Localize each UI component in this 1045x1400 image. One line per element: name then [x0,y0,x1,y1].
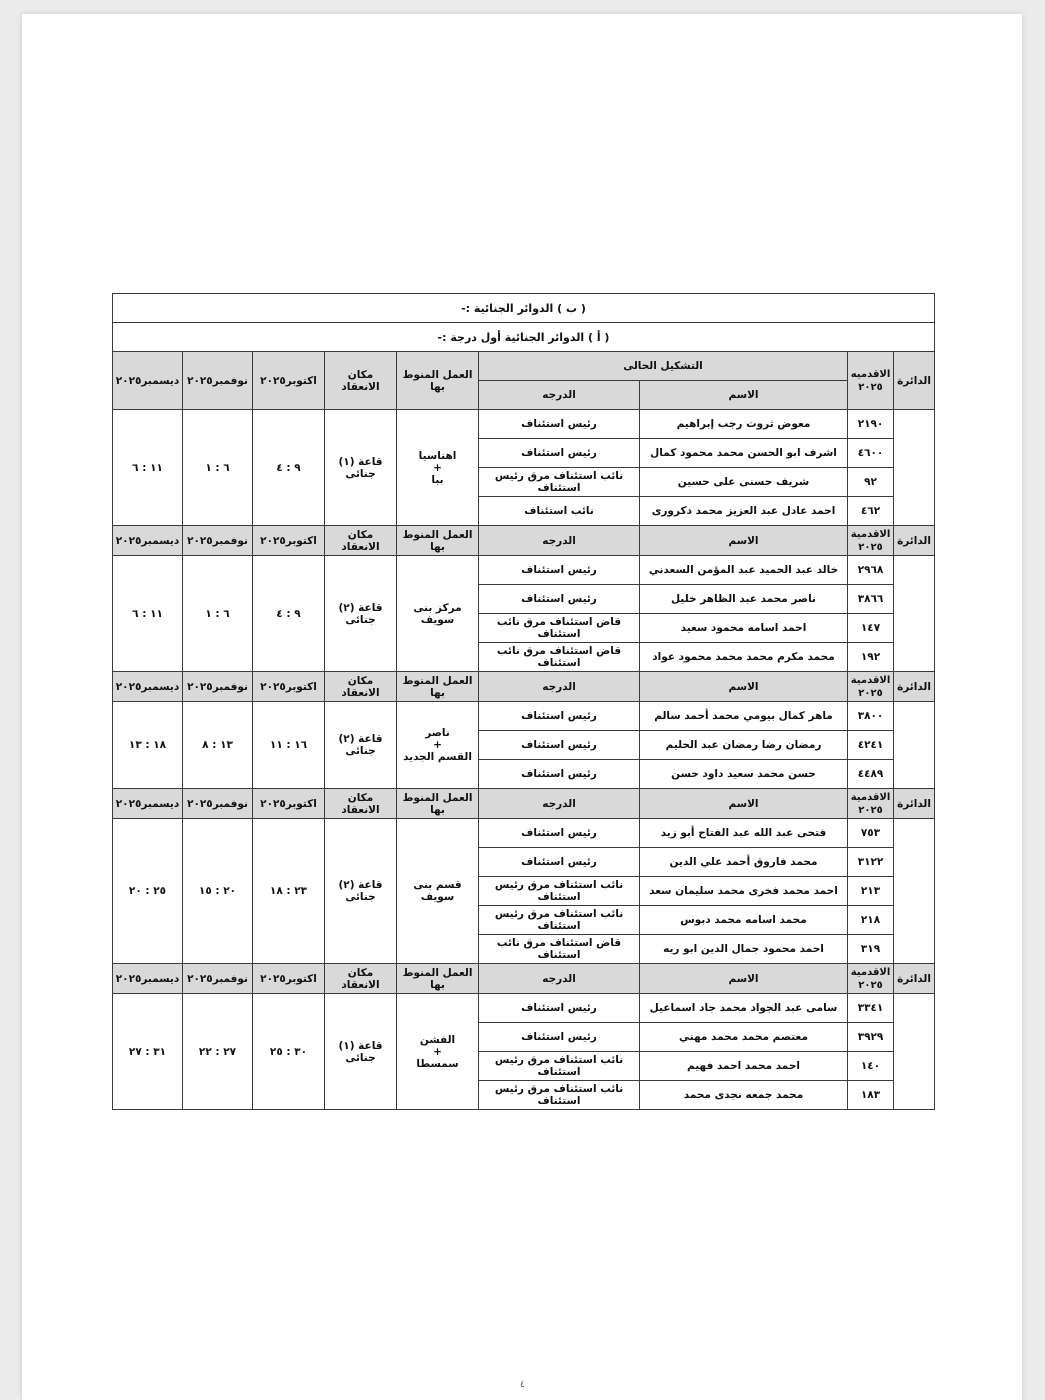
assigned-work: ناصر + القسم الجديد [397,702,479,789]
member-rank: رئيس استئناف [479,994,640,1023]
header-circuit: الدائرة [894,352,935,410]
header-oct: اكتوبر٢٠٢٥ [253,526,325,556]
member-rank: نائب استئناف مرق رئيس استئناف [479,1052,640,1081]
dec-schedule: ٢٥ : ٢٠ [113,819,183,964]
circuit-header-row [113,789,935,819]
member-seniority: ٤٦٠٠ [848,439,894,468]
section-title: ( ب ) الدوائر الجنائية :- [113,294,935,323]
member-name: احمد عادل عبد العزيز محمد دكرورى [640,497,848,526]
member-seniority: ١٤٧ [848,614,894,643]
venue: قاعة (٢) جنائى [325,702,397,789]
header-nov: نوفمبر٢٠٢٥ [183,526,253,556]
header-seniority: الاقدمية ٢٠٢٥ [848,964,894,994]
dec-schedule: ١١ : ٦ [113,410,183,526]
circuit-name [894,994,935,1110]
header-oct: اكتوبر٢٠٢٥ [253,352,325,410]
member-seniority: ١٤٠ [848,1052,894,1081]
member-name: خالد عبد الحميد عبد المؤمن السعدني [640,556,848,585]
circuit-name [894,819,935,964]
document-page [22,14,1022,1400]
nov-schedule: ٢٧ : ٢٢ [183,994,253,1110]
header-name: الاسم [640,526,848,556]
member-seniority: ٣٨٠٠ [848,702,894,731]
assigned-work: الفشن + سمسطا [397,994,479,1110]
header-dec: ديسمبر٢٠٢٥ [113,526,183,556]
member-name: احمد محمد فخرى محمد سليمان سعد [640,877,848,906]
member-seniority: ٣٣٤١ [848,994,894,1023]
member-rank: قاض استئناف مرق نائب استئناف [479,614,640,643]
member-seniority: ٢١٩٠ [848,410,894,439]
oct-schedule: ٩ : ٤ [253,410,325,526]
member-rank: رئيس استئناف [479,1023,640,1052]
member-name: ناصر محمد عبد الظاهر خليل [640,585,848,614]
member-name: محمد فاروق أحمد علي الدين [640,848,848,877]
member-name: ماهر كمال بيومي محمد أحمد سالم [640,702,848,731]
member-rank: نائب استئناف مرق رئيس استئناف [479,877,640,906]
member-name: حسن محمد سعيد داود حسن [640,760,848,789]
member-seniority: ٢٩٦٨ [848,556,894,585]
assigned-work: قسم بنى سويف [397,819,479,964]
member-rank: رئيس استئناف [479,848,640,877]
member-name: اشرف ابو الحسن محمد محمود كمال [640,439,848,468]
header-oct: اكتوبر٢٠٢٥ [253,789,325,819]
circuit-name [894,702,935,789]
header-seniority: الاقدمية ٢٠٢٥ [848,789,894,819]
member-rank: نائب استئناف مرق رئيس استئناف [479,468,640,497]
header-oct: اكتوبر٢٠٢٥ [253,964,325,994]
header-seniority: الاقدميه ٢٠٢٥ [848,352,894,410]
page-number: ٤ [520,1380,525,1390]
member-rank: رئيس استئناف [479,439,640,468]
member-rank: رئيس استئناف [479,410,640,439]
header-seniority: الاقدمية ٢٠٢٥ [848,672,894,702]
header-current-formation: التشكيل الحالى [479,352,848,381]
venue: قاعة (١) جنائى [325,994,397,1110]
header-dec: ديسمبر٢٠٢٥ [113,789,183,819]
header-nov: نوفمبر٢٠٢٥ [183,352,253,410]
header-venue: مكان الانعقاد [325,964,397,994]
header-dec: ديسمبر٢٠٢٥ [113,672,183,702]
member-seniority: ٣٨٦٦ [848,585,894,614]
member-seniority: ٧٥٣ [848,819,894,848]
member-seniority: ١٨٣ [848,1081,894,1110]
member-rank: رئيس استئناف [479,760,640,789]
member-rank: رئيس استئناف [479,556,640,585]
dec-schedule: ١٨ : ١٣ [113,702,183,789]
member-seniority: ٤٢٤١ [848,731,894,760]
nov-schedule: ١٣ : ٨ [183,702,253,789]
member-rank: رئيس استئناف [479,702,640,731]
member-rank: قاض استئناف مرق نائب استئناف [479,935,640,964]
header-name: الاسم [640,381,848,410]
criminal-circuits-table [112,293,935,1110]
member-seniority: ٤٤٨٩ [848,760,894,789]
venue: قاعة (٢) جنائى [325,556,397,672]
table-row [113,702,935,731]
member-seniority: ٢١٣ [848,877,894,906]
header-nov: نوفمبر٢٠٢٥ [183,789,253,819]
header-assigned-work: العمل المنوط بها [397,672,479,702]
header-nov: نوفمبر٢٠٢٥ [183,672,253,702]
member-seniority: ٢١٨ [848,906,894,935]
header-assigned-work: العمل المنوط بها [397,789,479,819]
table-row [113,994,935,1023]
member-rank: رئيس استئناف [479,819,640,848]
member-name: احمد محمود جمال الدين ابو ريه [640,935,848,964]
header-oct: اكتوبر٢٠٢٥ [253,672,325,702]
circuit-header-row [113,526,935,556]
member-name: احمد اسامه محمود سعيد [640,614,848,643]
member-rank: نائب استئناف مرق رئيس استئناف [479,1081,640,1110]
member-name: معتصم محمد محمد مهني [640,1023,848,1052]
header-rank: الدرجه [479,526,640,556]
member-name: محمد اسامه محمد دبوس [640,906,848,935]
member-rank: نائب استئناف [479,497,640,526]
nov-schedule: ٦ : ١ [183,556,253,672]
header-assigned-work: العمل المنوط بها [397,526,479,556]
member-name: رمضان رضا رمضان عبد الحليم [640,731,848,760]
member-rank: رئيس استئناف [479,585,640,614]
header-venue: مكان الانعقاد [325,789,397,819]
header-nov: نوفمبر٢٠٢٥ [183,964,253,994]
header-name: الاسم [640,789,848,819]
circuit-header-row [113,672,935,702]
member-seniority: ٩٢ [848,468,894,497]
member-name: احمد محمد احمد فهيم [640,1052,848,1081]
header-circuit: الدائرة [894,964,935,994]
member-rank: رئيس استئناف [479,731,640,760]
member-seniority: ٣١٩ [848,935,894,964]
header-venue: مكان الانعقاد [325,352,397,410]
venue: قاعة (١) جنائى [325,410,397,526]
circuit-header-row [113,964,935,994]
member-rank: قاض استئناف مرق نائب استئناف [479,643,640,672]
circuit-name [894,556,935,672]
oct-schedule: ٩ : ٤ [253,556,325,672]
header-rank: الدرجه [479,789,640,819]
member-rank: نائب استئناف مرق رئيس استئناف [479,906,640,935]
table-row [113,410,935,439]
header-circuit: الدائرة [894,672,935,702]
header-name: الاسم [640,672,848,702]
assigned-work: مركز بنى سويف [397,556,479,672]
oct-schedule: ٢٣ : ١٨ [253,819,325,964]
header-seniority: الاقدمية ٢٠٢٥ [848,526,894,556]
table-row [113,556,935,585]
header-venue: مكان الانعقاد [325,672,397,702]
header-rank: الدرجه [479,964,640,994]
header-rank: الدرجه [479,381,640,410]
member-seniority: ٣١٢٢ [848,848,894,877]
header-venue: مكان الانعقاد [325,526,397,556]
circuit-name [894,410,935,526]
member-name: سامى عبد الجواد محمد جاد اسماعيل [640,994,848,1023]
member-seniority: ١٩٢ [848,643,894,672]
member-name: محمد جمعه نجدى محمد [640,1081,848,1110]
header-dec: ديسمبر٢٠٢٥ [113,964,183,994]
nov-schedule: ٦ : ١ [183,410,253,526]
header-dec: ديسمبر٢٠٢٥ [113,352,183,410]
header-name: الاسم [640,964,848,994]
assigned-work: اهناسيا + ببا [397,410,479,526]
header-assigned-work: العمل المنوط بها [397,352,479,410]
nov-schedule: ٢٠ : ١٥ [183,819,253,964]
member-name: شريف حسنى على حسين [640,468,848,497]
header-circuit: الدائرة [894,789,935,819]
member-seniority: ٤٦٢ [848,497,894,526]
member-name: معوض ثروت رجب إبراهيم [640,410,848,439]
oct-schedule: ١٦ : ١١ [253,702,325,789]
member-name: محمد مكرم محمد محمد محمود عواد [640,643,848,672]
header-rank: الدرجه [479,672,640,702]
section-subtitle: ( أ ) الدوائر الجنائية أول درجة :- [113,323,935,352]
venue: قاعة (٢) جنائى [325,819,397,964]
oct-schedule: ٣٠ : ٢٥ [253,994,325,1110]
header-circuit: الدائرة [894,526,935,556]
dec-schedule: ٣١ : ٢٧ [113,994,183,1110]
member-name: فتحى عبد الله عبد الفتاح أبو زيد [640,819,848,848]
member-seniority: ٣٩٢٩ [848,1023,894,1052]
header-assigned-work: العمل المنوط بها [397,964,479,994]
dec-schedule: ١١ : ٦ [113,556,183,672]
table-row [113,819,935,848]
